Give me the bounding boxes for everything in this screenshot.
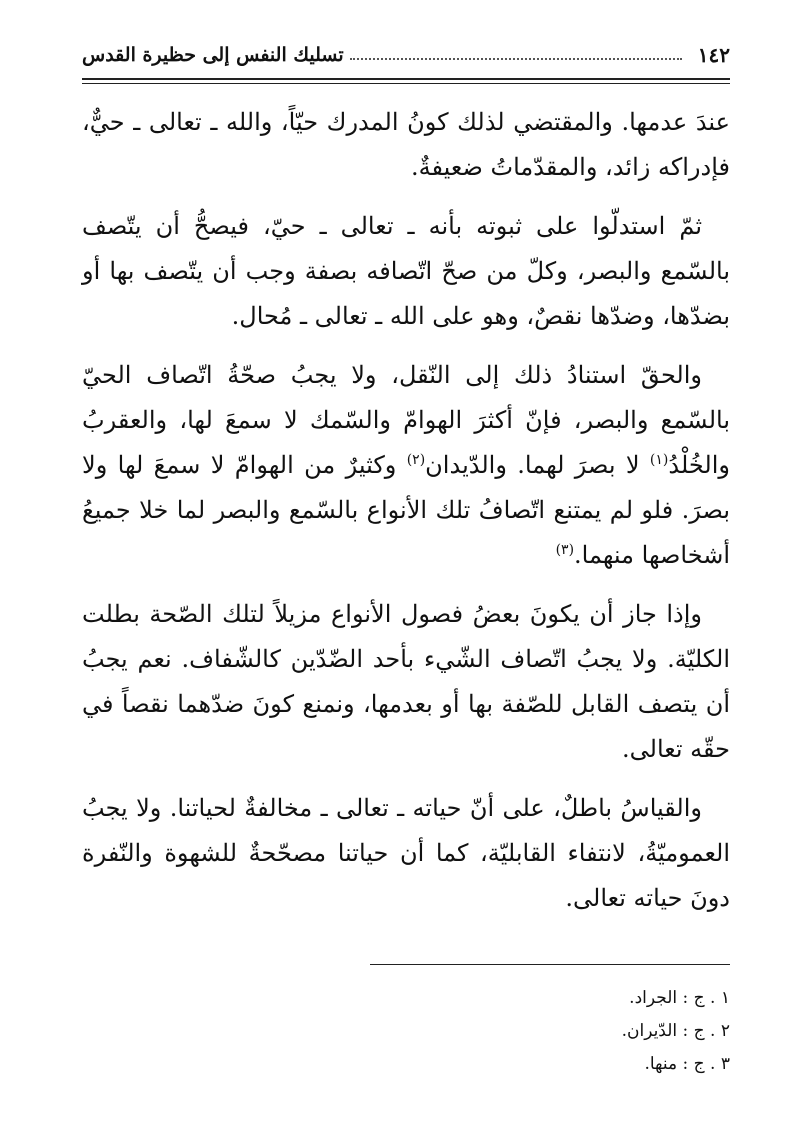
paragraph-3-part-a: والحقّ استنادُ ذلك إلى النّقل، ولا يجبُ صحّةُ اتّصاف الحيّ بالسّمع والبصر، فإنّ أكثرَ الهوامّ والسّمك لا سمعَ لها، والعقربُ والخُلْدُ xyxy=(82,361,730,479)
paragraph-1: عندَ عدمها. والمقتضي لذلك كونُ المدرك حيّاً، والله ـ تعالى ـ حيٌّ، فإدراكه زائد، والمقدّماتُ ضعيفةٌ. xyxy=(82,108,730,181)
paragraph-3 xyxy=(82,353,730,578)
footnote-2: ٢ . ج : الدّيران. xyxy=(621,1021,730,1041)
paragraph-4: وإذا جاز أن يكونَ بعضُ فصول الأنواع مزيلاً لتلك الصّحة بطلت الكليّة. ولا يجبُ اتّصاف الشّيء بأحد الضّدّين كالشّفاف. نعم يجبُ أن يتصف القابل للصّفة بها أو بعدمها، ونمنع كونَ ضدّهما نقصاً في حقّه تعالى. xyxy=(82,600,730,763)
footnote-ref-3[interactable]: (٣) xyxy=(555,542,575,558)
running-title: تسليك النفس إلى حظيرة القدس xyxy=(82,44,344,66)
footnote-separator xyxy=(370,964,730,965)
paragraph-3-part-c: وكثيرٌ من الهوامّ لا سمعَ لها ولا بصرَ. فلو لم يمتنع اتّصافُ تلك الأنواع بالسّمع والبصر لما خلا جميعُ أشخاصها منهما. xyxy=(82,451,730,569)
footnote-3: ٣ . ج : منها. xyxy=(644,1054,730,1074)
header-rule-thick xyxy=(82,78,730,80)
running-header xyxy=(82,38,730,72)
paragraph-2: ثمّ استدلّوا على ثبوته بأنه ـ تعالى ـ حيّ، فيصحُّ أن يتّصف بالسّمع والبصر، وكلّ من صحّ اتّصافه بصفة وجب أن يتّصف بها أو بضدّها، وضدّها نقصٌ، وهو على الله ـ تعالى ـ مُحال. xyxy=(82,212,730,330)
main-text xyxy=(82,100,730,935)
page-number: ١٤٢ xyxy=(697,43,730,67)
footnotes xyxy=(82,982,730,1081)
footnote-ref-2[interactable]: (٢) xyxy=(406,452,426,468)
paragraph-3-part-b: لا بصرَ لهما. والدّيدان xyxy=(425,451,650,479)
footnote-1: ١ . ج : الجراد. xyxy=(629,988,730,1008)
header-rule-thin xyxy=(82,83,730,84)
footnote-ref-1[interactable]: (١) xyxy=(649,452,669,468)
header-dot-leader xyxy=(350,58,682,60)
paragraph-5: والقياسُ باطلٌ، على أنّ حياته ـ تعالى ـ مخالفةٌ لحياتنا. ولا يجبُ العموميّةُ، لانتفاء القابليّة، كما أن حياتنا مصحّحةٌ للشهوة والنّفرة دونَ حياته تعالى. xyxy=(82,794,730,912)
